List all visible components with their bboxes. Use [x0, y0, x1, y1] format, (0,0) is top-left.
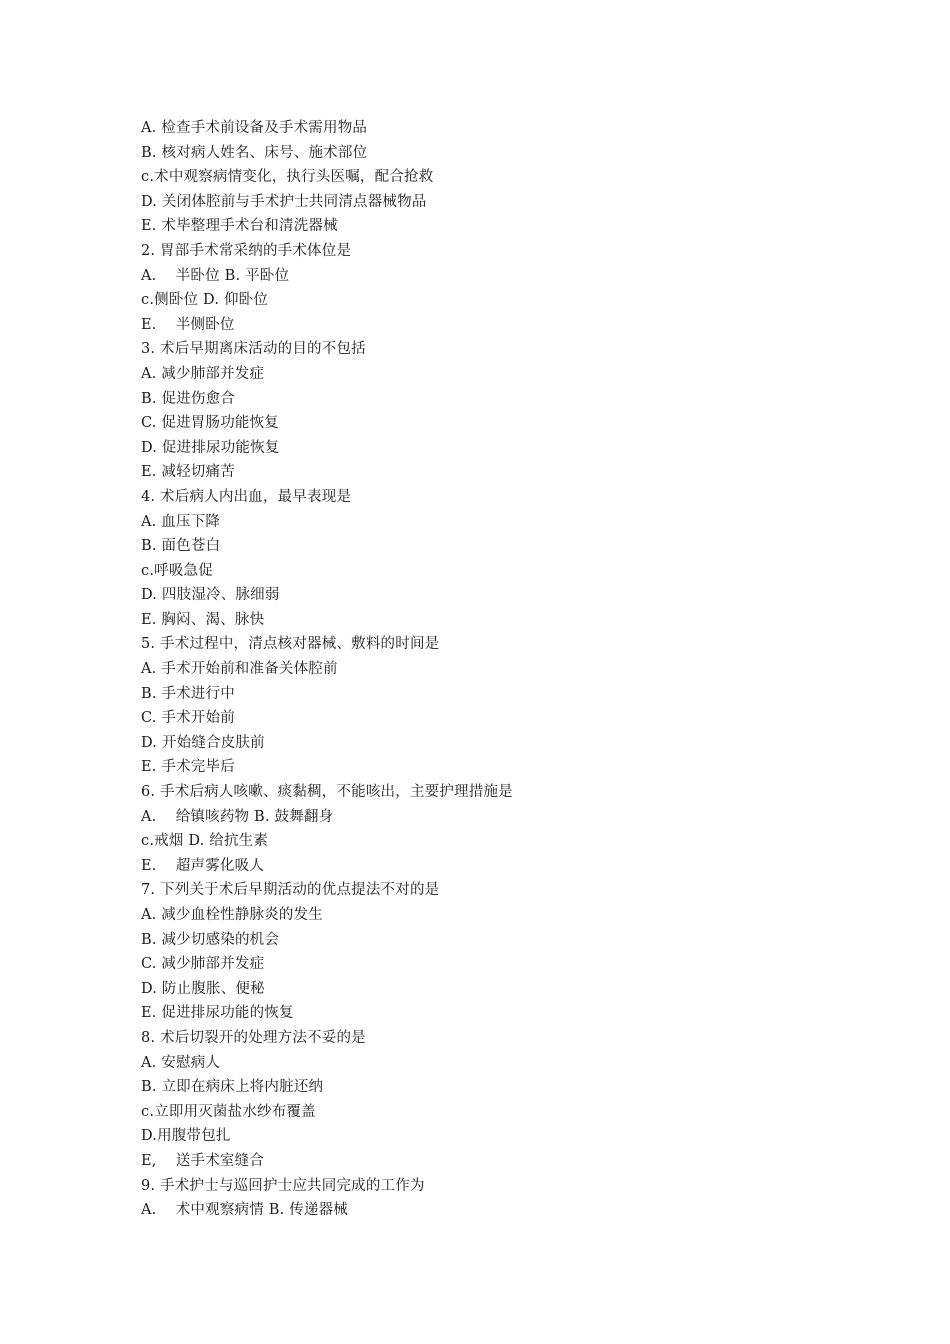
option-line: E. 半侧卧位: [141, 316, 235, 333]
option-line: c.侧卧位 D. 仰卧位: [141, 292, 269, 309]
option-line: C. 减少肺部并发症: [141, 956, 265, 973]
option-line: D. 四肢湿冷、脉细弱: [141, 587, 280, 604]
option-line: E. 促进排尿功能的恢复: [141, 1005, 294, 1022]
option-line: A. 给镇咳药物 B. 鼓舞翻身: [141, 808, 334, 825]
question-text-block: [141, 116, 841, 1223]
option-line: E. 手术完毕后: [141, 759, 235, 776]
question-line: 4. 术后病人内出血，最早表现是: [141, 488, 352, 505]
option-line: E. 术毕整理手术台和清洗器械: [141, 218, 338, 235]
question-line: 5. 手术过程中，清点核对器械、敷料的时间是: [141, 636, 440, 653]
option-line: E, 送手术室缝合: [141, 1152, 265, 1169]
option-line: B. 手术进行中: [141, 685, 235, 702]
question-line: 9. 手术护士与巡回护士应共同完成的工作为: [141, 1177, 425, 1194]
option-line: A. 手术开始前和准备关体腔前: [141, 661, 338, 678]
question-line: 2. 胃部手术常采纳的手术体位是: [141, 242, 352, 259]
option-line: A. 安慰病人: [141, 1054, 221, 1071]
option-line: D. 关闭体腔前与手术护士共同清点器械物品: [141, 193, 427, 210]
option-line: D. 防止腹胀、便秘: [141, 980, 265, 997]
option-line: B. 减少切感染的机会: [141, 931, 280, 948]
question-line: 3. 术后早期离床活动的目的不包括: [141, 341, 366, 358]
option-line: c.术中观察病情变化，执行头医嘱，配合抢救: [141, 169, 434, 186]
option-line: E. 超声雾化吸人: [141, 857, 265, 874]
option-line: A. 术中观察病情 B. 传递器械: [141, 1202, 348, 1219]
question-line: 8. 术后切裂开的处理方法不妥的是: [141, 1029, 366, 1046]
option-line: C. 促进胃肠功能恢复: [141, 415, 279, 432]
option-line: B. 促进伤愈合: [141, 390, 235, 407]
option-line: c.立即用灭菌盐水纱布覆盖: [141, 1103, 316, 1120]
option-line: c.戒烟 D. 给抗生素: [141, 833, 269, 850]
option-line: A. 减少血栓性静脉炎的发生: [141, 907, 323, 923]
question-line: 6. 手术后病人咳嗽、痰黏稠，不能咳出，主要护理措施是: [141, 784, 513, 801]
option-line: A. 减少肺部并发症: [141, 365, 265, 382]
question-line: 7. 下列关于术后早期活动的优点提法不对的是: [141, 882, 440, 899]
option-line: D.用腹带包扎: [141, 1128, 231, 1145]
option-line: C. 手术开始前: [141, 710, 235, 727]
option-line: A. 半卧位 B. 平卧位: [141, 267, 290, 284]
option-line: B. 立即在病床上将内脏还纳: [141, 1079, 324, 1096]
option-line: E. 胸闷、渴、脉快: [141, 611, 265, 628]
option-line: D. 开始缝合皮肤前: [141, 734, 265, 751]
option-line: B. 核对病人姓名、床号、施术部位: [141, 144, 368, 161]
option-line: A. 检查手术前设备及手术需用物品: [141, 120, 368, 136]
option-line: B. 面色苍白: [141, 538, 221, 555]
option-line: A. 血压下降: [141, 513, 221, 530]
option-line: E. 减轻切痛苦: [141, 464, 235, 481]
option-line: c.呼吸急促: [141, 562, 213, 579]
option-line: D. 促进排尿功能恢复: [141, 439, 280, 456]
